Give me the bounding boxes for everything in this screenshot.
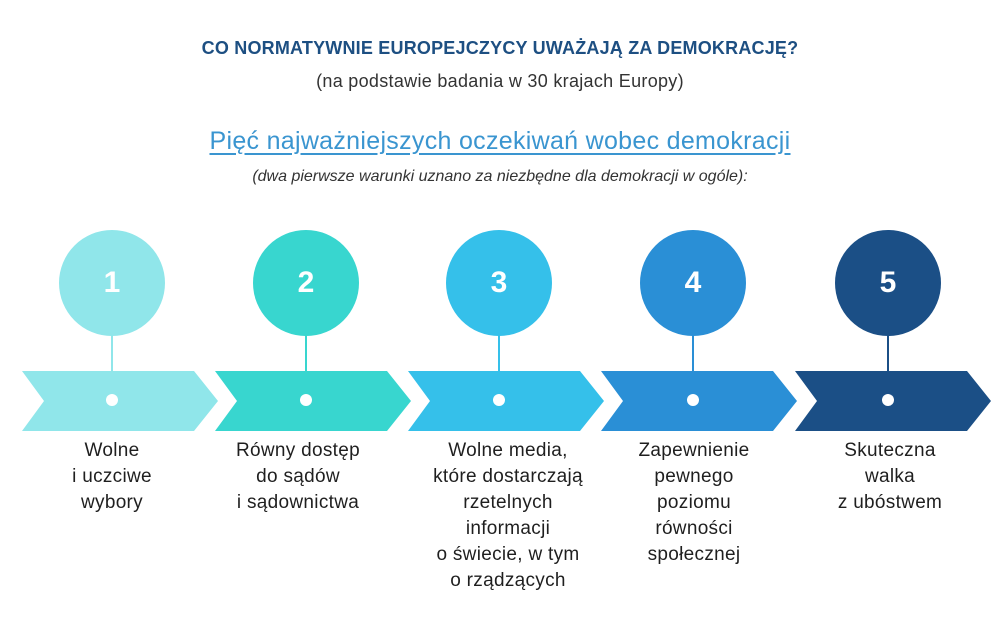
connector-dot-2 (300, 394, 312, 406)
connector-line-3 (498, 334, 500, 400)
connector-dot-1 (106, 394, 118, 406)
connector-line-1 (111, 334, 113, 400)
connector-line-5 (887, 334, 889, 400)
step-label-1: Wolne i uczciwe wybory (72, 440, 152, 513)
connector-dot-4 (687, 394, 699, 406)
step-circle-1 (59, 230, 165, 336)
arrow-segment-1 (22, 371, 218, 431)
step-label-4: Zapewnienie pewnego poziomu równości społecznej (638, 440, 750, 565)
step-number-4: 4 (684, 266, 702, 299)
connector-dot-3 (493, 394, 505, 406)
step-number-5: 5 (879, 266, 897, 299)
arrow-segment-4 (601, 371, 797, 431)
connector-dot-5 (882, 394, 894, 406)
step-circle-3 (446, 230, 552, 336)
section-heading: Pięć najważniejszych oczekiwań wobec demokracji (209, 127, 791, 155)
step-circle-2 (253, 230, 359, 336)
connector-line-2 (305, 334, 307, 400)
step-number-3: 3 (490, 266, 508, 299)
step-circle-4 (640, 230, 746, 336)
step-label-5: Skuteczna walka z ubóstwem (837, 440, 943, 513)
page-title: CO NORMATYWNIE EUROPEJCZYCY UWAŻAJĄ ZA DEMOKRACJĘ? (201, 38, 799, 58)
page-subtitle: (na podstawie badania w 30 krajach Europy) (316, 71, 684, 91)
step-label-3: Wolne media, które dostarczają rzetelnych informacji o świecie, w tym o rządzących (433, 440, 583, 591)
step-circle-5 (835, 230, 941, 336)
step-label-2: Równy dostęp do sądów i sądownictwa (235, 440, 360, 513)
connector-line-4 (692, 334, 694, 400)
arrow-segment-3 (408, 371, 604, 431)
step-number-1: 1 (103, 266, 121, 299)
arrow-segment-2 (215, 371, 411, 431)
section-note: (dwa pierwsze warunki uznano za niezbędne dla demokracji w ogóle): (252, 168, 748, 185)
step-number-2: 2 (297, 266, 315, 299)
